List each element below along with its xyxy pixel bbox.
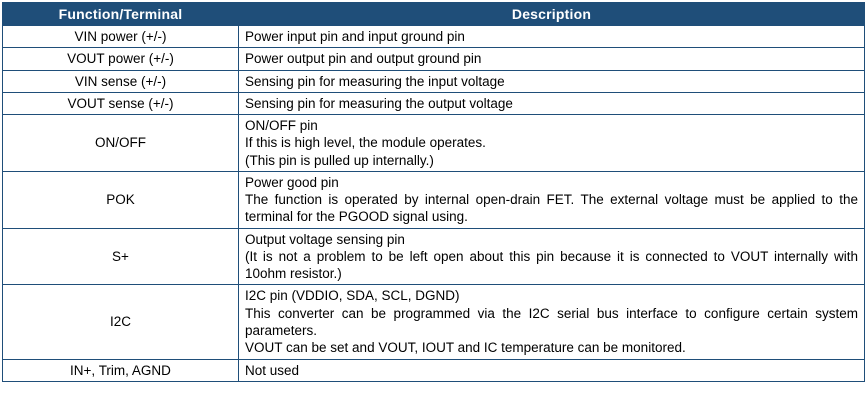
column-header-description: Description bbox=[239, 3, 865, 26]
table-row bbox=[3, 26, 865, 48]
description-line: Sensing pin for measuring the input voltage bbox=[245, 73, 505, 89]
table-row bbox=[3, 285, 865, 359]
cell-description bbox=[239, 228, 865, 285]
cell-function: POK bbox=[3, 171, 239, 228]
description-line: (It is not a problem to be left open about this pin because it is connected to VOUT internally with 10ohm resistor.) bbox=[245, 248, 858, 282]
cell-description bbox=[239, 359, 865, 381]
cell-description bbox=[239, 171, 865, 228]
description-line: VOUT can be set and VOUT, IOUT and IC temperature can be monitored. bbox=[245, 340, 686, 356]
description-line: Power good pin bbox=[245, 174, 339, 190]
cell-description bbox=[239, 70, 865, 92]
description-line: I2C pin (VDDIO, SDA, SCL, DGND) bbox=[245, 288, 460, 304]
column-header-function: Function/Terminal bbox=[3, 3, 239, 26]
table-row bbox=[3, 92, 865, 114]
description-line: ON/OFF pin bbox=[245, 118, 318, 134]
description-line: Not used bbox=[245, 362, 300, 378]
table-header-row bbox=[3, 3, 865, 26]
cell-function: VIN sense (+/-) bbox=[3, 70, 239, 92]
cell-function: ON/OFF bbox=[3, 115, 239, 172]
cell-function: VOUT sense (+/-) bbox=[3, 92, 239, 114]
cell-function: VOUT power (+/-) bbox=[3, 48, 239, 70]
description-line: Sensing pin for measuring the output voltage bbox=[245, 95, 513, 111]
table-body bbox=[3, 26, 865, 382]
description-line: This converter can be programmed via the I2C serial bus interface to configure certain system parameters. bbox=[245, 305, 858, 338]
description-line: Output voltage sensing pin bbox=[245, 231, 405, 247]
cell-description bbox=[239, 92, 865, 114]
table-header bbox=[3, 3, 865, 26]
cell-description bbox=[239, 285, 865, 359]
description-line: (This pin is pulled up internally.) bbox=[245, 152, 434, 168]
table-row bbox=[3, 70, 865, 92]
description-line: The function is operated by internal open-drain FET. The external voltage must be applied to the terminal for the PGOOD signal using. bbox=[245, 192, 858, 225]
description-line: If this is high level, the module operates. bbox=[245, 135, 486, 151]
description-line: Power input pin and input ground pin bbox=[245, 29, 465, 44]
cell-function: IN+, Trim, AGND bbox=[3, 359, 239, 381]
table-row bbox=[3, 48, 865, 70]
cell-description bbox=[239, 26, 865, 48]
table-row bbox=[3, 171, 865, 228]
cell-description bbox=[239, 115, 865, 172]
table-row bbox=[3, 115, 865, 172]
cell-function: VIN power (+/-) bbox=[3, 26, 239, 48]
cell-function: I2C bbox=[3, 285, 239, 359]
pinout-table bbox=[2, 2, 865, 382]
cell-description bbox=[239, 48, 865, 70]
table-row bbox=[3, 228, 865, 285]
description-line: Power output pin and output ground pin bbox=[245, 51, 482, 67]
table-row bbox=[3, 359, 865, 381]
cell-function: S+ bbox=[3, 228, 239, 285]
